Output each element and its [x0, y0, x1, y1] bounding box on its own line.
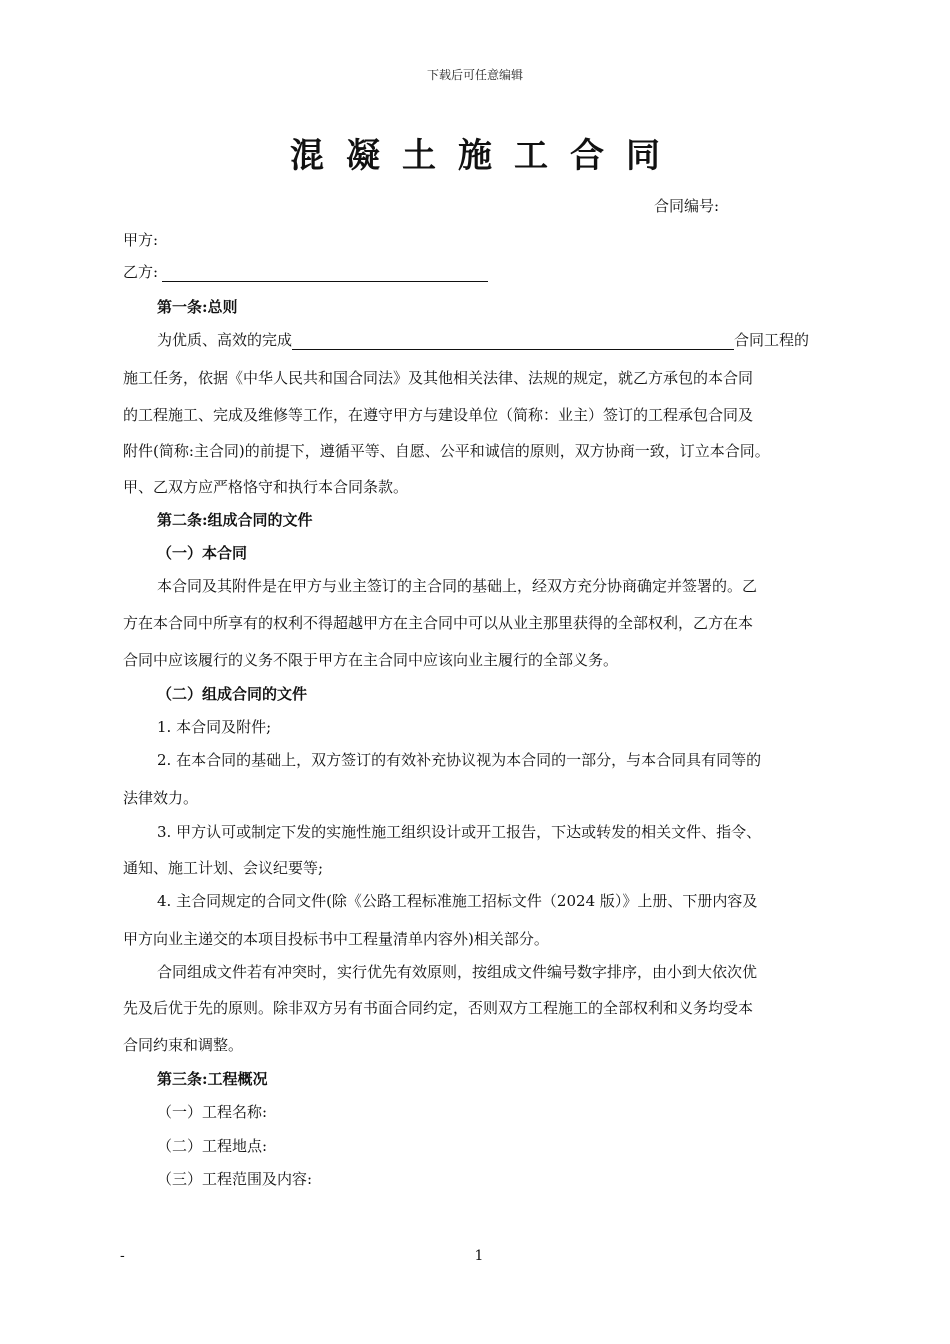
article1-para1-line3: 的工程施工、完成及维修等工作，在遵守甲方与建设单位（简称：业主）签订的工程承包合同及 [123, 406, 754, 424]
article2-conflict-line1: 合同组成文件若有冲突时，实行优先有效原则，按组成文件编号数字排序，由小到大依次优 [157, 963, 758, 981]
header-note: 下载后可任意编辑 [426, 68, 523, 82]
article2-item2-line2: 法律效力。 [123, 789, 199, 807]
article1-para1-suffix: 合同工程的 [734, 331, 810, 349]
article3-item2: （二）工程地点: [157, 1137, 268, 1155]
article3-item1: （一）工程名称: [157, 1103, 268, 1121]
article3-heading: 第三条:工程概况 [157, 1070, 268, 1088]
contract-number-label: 合同编号: [654, 197, 720, 215]
article2-section1-line1: 本合同及其附件是在甲方与业主签订的主合同的基础上，经双方充分协商确定并签署的。乙 [157, 577, 758, 595]
article2-item4-line2: 甲方向业主递交的本项目投标书中工程量清单内容外)相关部分。 [123, 930, 549, 948]
document-title: 混凝土施工合同 [290, 136, 682, 176]
article2-conflict-line3: 合同约束和调整。 [123, 1036, 244, 1054]
article3-item3: （三）工程范围及内容: [157, 1170, 313, 1188]
party-b-blank-line [162, 263, 488, 282]
article1-para1-line2: 施工任务，依据《中华人民共和国合同法》及其他相关法律、法规的规定，就乙方承包的本合同 [123, 369, 754, 387]
project-name-blank-line [292, 331, 734, 350]
page-number: 1 [474, 1248, 484, 1264]
article2-item3-line2: 通知、施工计划、会议纪要等; [123, 859, 324, 877]
article2-item2-line1: 2. 在本合同的基础上，双方签订的有效补充协议视为本合同的一部分，与本合同具有同等的 [157, 751, 762, 769]
article2-section1-line2: 方在本合同中所享有的权利不得超越甲方在主合同中可以从业主那里获得的全部权利，乙方在本 [123, 614, 754, 632]
article2-item4-line1: 4. 主合同规定的合同文件(除《公路工程标准施工招标文件（2024 版）》上册、下册内容及 [157, 892, 758, 910]
party-b-label: 乙方: [123, 263, 159, 281]
article1-para1-prefix: 为优质、高效的完成 [157, 331, 293, 349]
article2-conflict-line2: 先及后优于先的原则。除非双方另有书面合同约定，否则双方工程施工的全部权利和义务均受本 [123, 999, 754, 1017]
article1-heading: 第一条:总则 [157, 298, 238, 316]
party-a-label: 甲方: [123, 231, 159, 249]
article2-section1-line3: 合同中应该履行的义务不限于甲方在主合同中应该向业主履行的全部义务。 [123, 651, 619, 669]
article2-section2-heading: （二）组成合同的文件 [157, 685, 308, 703]
article2-heading: 第二条:组成合同的文件 [157, 511, 313, 529]
article2-item1: 1. 本合同及附件; [157, 718, 272, 736]
article1-para2: 甲、乙双方应严格恪守和执行本合同条款。 [123, 478, 409, 496]
article2-item3-line1: 3. 甲方认可或制定下发的实施性施工组织设计或开工报告，下达或转发的相关文件、指令、 [157, 823, 762, 841]
article2-section1-heading: （一）本合同 [157, 544, 248, 562]
party-b-row [123, 262, 488, 282]
article1-para1-line4: 附件(简称:主合同)的前提下，遵循平等、自愿、公平和诚信的原则，双方协商一致，订立本合同。 [123, 442, 770, 460]
footer-left-mark: - [120, 1248, 125, 1264]
article1-para1-line1 [157, 330, 809, 350]
